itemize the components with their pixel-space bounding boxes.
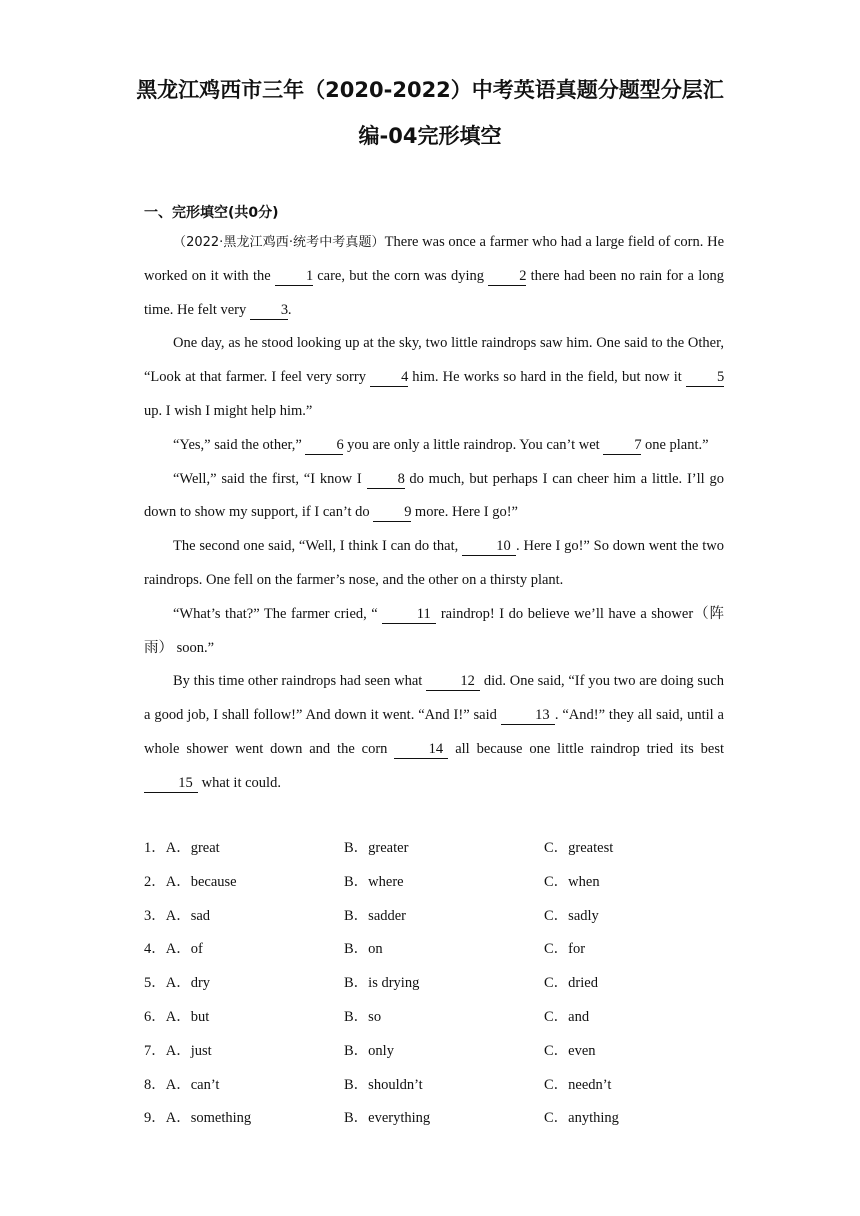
option-a: 1．A．great [144, 840, 220, 856]
option-c: C．and [544, 1008, 590, 1025]
blank-1: 1 [275, 268, 313, 286]
blank-12: 12 [426, 673, 480, 691]
option-row [144, 1001, 744, 1035]
passage-text: raindrop! I do believe we’ll have a shower（阵雨） soon.” [144, 605, 724, 656]
passage-text: The second one said, “Well, I think I can do that, [173, 538, 463, 555]
passage-text: up. I wish I might help him.” [144, 402, 313, 419]
passage-paragraph [144, 598, 724, 666]
blank-14: 14 [394, 741, 448, 759]
option-a: 5．A．dry [144, 975, 211, 992]
blank-6: 6 [305, 437, 343, 455]
passage-text: one plant.” [641, 436, 709, 453]
option-c: C．greatest [544, 840, 614, 856]
option-c: C．sadly [544, 907, 599, 924]
option-b: B．is drying [344, 975, 420, 992]
blank-10: 10 [462, 538, 516, 556]
blank-3: 3 [250, 302, 288, 320]
cloze-passage [144, 226, 724, 801]
passage-text: what it could. [198, 774, 281, 791]
option-b: B．so [344, 1008, 382, 1025]
passage-text: One day, as he stood looking up at the sky, two little raindrops saw him. One said to the Other, “Look at that farmer. I feel very sorry [144, 335, 724, 386]
option-c: C．for [544, 941, 586, 958]
option-c: C．dried [544, 975, 598, 992]
passage-paragraph [144, 530, 724, 598]
option-c: C．anything [544, 1110, 619, 1127]
option-row [144, 832, 744, 866]
option-a: 3．A．sad [144, 907, 211, 924]
option-b: B．where [344, 873, 404, 890]
blank-5: 5 [686, 369, 724, 387]
option-row [144, 933, 744, 967]
section-heading: 一、完形填空(共0分) [144, 205, 279, 221]
option-b: B．on [344, 941, 383, 958]
passage-text: there had been no rain for a long time. He felt very [144, 267, 724, 318]
option-b: B．shouldn’t [344, 1076, 423, 1093]
passage-paragraph [144, 327, 724, 428]
passage-text: “Well,” said the first, “I know I [173, 470, 367, 487]
option-a: 7．A．just [144, 1042, 212, 1059]
blank-8: 8 [367, 471, 405, 489]
blank-15: 15 [144, 775, 198, 793]
option-row [144, 1102, 744, 1136]
passage-text: . “And!” they all said, until a whole shower went down and the corn [144, 707, 724, 757]
passage-text: “What’s that?” The farmer cried, “ [173, 605, 383, 622]
passage-paragraph [144, 463, 724, 531]
option-c: C．needn’t [544, 1076, 612, 1093]
passage-text: . [287, 301, 292, 318]
option-b: B．greater [344, 840, 409, 856]
blank-13: 13 [501, 707, 555, 725]
passage-text: “Yes,” said the other,” [173, 436, 306, 453]
passage-text: care, but the corn was dying [312, 267, 489, 284]
passage-text: more. Here I go!” [411, 504, 518, 521]
option-row [144, 900, 744, 934]
option-a: 8．A．can’t [144, 1076, 220, 1093]
passage-text: do much, but perhaps I can cheer him a little. I’ll go down to show my support, if I can’t do [144, 470, 724, 521]
blank-7: 7 [603, 437, 641, 455]
passage-text: did. One said, “If you two are doing such a good job, I shall follow!” And down it went. “And I!” said [144, 673, 724, 724]
option-a: 9．A．something [144, 1110, 252, 1127]
option-b: B．only [344, 1042, 394, 1059]
option-a: 6．A．but [144, 1008, 210, 1025]
passage-paragraph [144, 665, 724, 800]
document-title-line-2: 编-04完形填空 [358, 124, 502, 148]
option-b: B．sadder [344, 907, 407, 924]
option-row [144, 1069, 744, 1103]
option-row [144, 866, 744, 900]
option-row [144, 967, 744, 1001]
question-source: （2022·黑龙江鸡西·统考中考真题） [173, 235, 385, 250]
document-title-line-1: 黑龙江鸡西市三年（2020-2022）中考英语真题分题型分层汇 [136, 78, 724, 102]
blank-11: 11 [382, 606, 436, 624]
option-row [144, 1035, 744, 1069]
passage-text: him. He works so hard in the field, but now it [408, 369, 686, 386]
passage-text: There was once a farmer who had a large field of corn. He worked on it with the [144, 234, 724, 284]
answer-options [144, 832, 744, 1136]
option-a: 4．A．of [144, 941, 203, 958]
option-b: B．everything [344, 1110, 431, 1127]
passage-text: . Here I go!” So down went the two raindrops. One fell on the farmer’s nose, and the other on a thirsty plant. [144, 538, 725, 588]
passage-paragraph [144, 226, 724, 327]
option-a: 2．A．because [144, 873, 237, 890]
blank-9: 9 [373, 504, 411, 522]
passage-text: By this time other raindrops had seen what [173, 673, 427, 690]
option-c: C．when [544, 873, 600, 890]
blank-4: 4 [370, 369, 408, 387]
passage-text: you are only a little raindrop. You can’t wet [343, 436, 604, 453]
blank-2: 2 [488, 268, 526, 286]
passage-text: all because one little raindrop tried its best [448, 740, 724, 757]
passage-paragraph [144, 429, 724, 463]
option-c: C．even [544, 1042, 596, 1059]
